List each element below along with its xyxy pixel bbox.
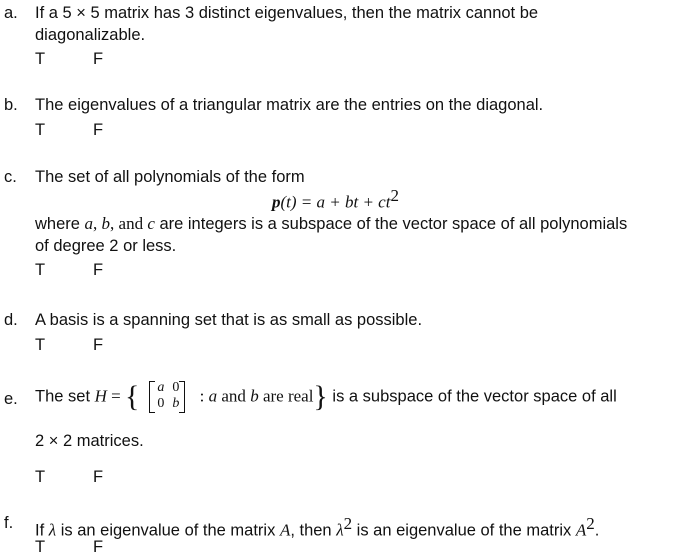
question-letter: f. — [4, 514, 14, 532]
true-option[interactable]: T — [35, 468, 46, 486]
question-letter: c. — [4, 168, 17, 186]
question-text-cont: of degree 2 or less. — [35, 237, 177, 255]
true-option[interactable]: T — [35, 261, 46, 279]
question-letter: b. — [4, 96, 18, 114]
question-letter: a. — [4, 4, 18, 22]
true-option[interactable]: T — [35, 336, 46, 354]
true-option[interactable]: T — [35, 50, 46, 68]
question-text: A basis is a spanning set that is as small as possible. — [35, 311, 423, 329]
false-option[interactable]: F — [93, 261, 104, 279]
true-option[interactable]: T — [35, 121, 46, 139]
false-option[interactable]: F — [93, 121, 104, 139]
false-option[interactable]: F — [93, 336, 104, 354]
false-option[interactable]: F — [93, 50, 104, 68]
false-option[interactable]: F — [93, 538, 104, 556]
matrix: a 0 0 b — [141, 380, 193, 414]
polynomial-equation: p(t) = a + bt + $ct^2$ — [272, 186, 399, 212]
question-text-cont: where a, b, and c are integers is a subspace of the vector space of all polynomials — [35, 214, 628, 233]
question-text-cont: diagonalizable. — [35, 26, 146, 44]
question-text: The set of all polynomials of the form — [35, 168, 305, 186]
question-letter: e. — [4, 390, 18, 408]
false-option[interactable]: F — [93, 468, 104, 486]
question-text: If a 5 × 5 matrix has 3 distinct eigenvalues, then the matrix cannot be — [35, 4, 539, 22]
question-text-cont: 2 × 2 matrices. — [35, 432, 144, 450]
question-text: The eigenvalues of a triangular matrix are the entries on the diagonal. — [35, 96, 544, 114]
true-option[interactable]: T — [35, 538, 46, 556]
question-letter: d. — [4, 311, 18, 329]
question-text: The set H = { a 0 0 b : a and b are real} is a subspace of the vector space of all — [35, 380, 617, 413]
question-text: If λ is an eigenvalue of the matrix A, then $\lambda^2$ is an eigenvalue of the matrix $A^2$. — [35, 514, 600, 540]
